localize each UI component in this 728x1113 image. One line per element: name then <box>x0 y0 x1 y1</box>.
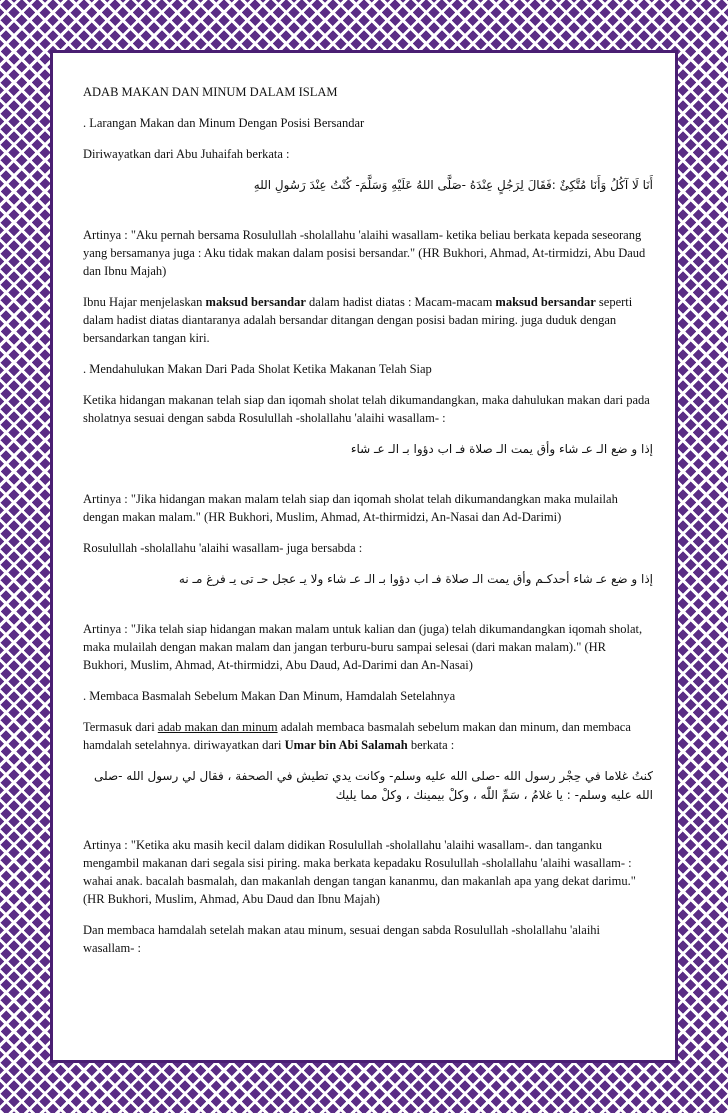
explain-text-c: dalam hadist diatas : Macam-macam <box>305 295 496 309</box>
section-2-intro-2: Rosulullah -sholallahu 'alaihi wasallam- juga bersabda : <box>83 541 363 555</box>
section-2-arabic-hadith-2: إذا و ضع عـ شاء أحدكـم وأق يمت الـ صلاة فـ اب دؤوا بـ الـ عـ شاء ولا يـ عجل حـ تى يـ فرغ مـ نه <box>178 572 653 586</box>
intro-text-c: berkata : <box>407 738 455 752</box>
section-2-translation: Artinya : "Jika hidangan makan malam telah siap dan iqomah sholat telah dikumandangkan maka mulailah dengan makan malam." (HR Bukhori, Muslim, Ahmad, At-thirmidzi, An-Nasai dan Ad-Darimi) <box>83 492 618 524</box>
intro-text-b: adalah membaca basmalah sebelum makan dan minum, dan membaca hamdalah setelahnya. diriwayatkan dari <box>83 720 631 752</box>
explain-text-e: seperti dalam hadist diatas diantaranya adalah bersandar ditangan dengan posisi badan miring. juga duduk dengan bersandarkan tangan kiri. <box>83 295 633 345</box>
section-1-heading: . Larangan Makan dan Minum Dengan Posisi Bersandar <box>83 116 365 130</box>
document-title: ADAB MAKAN DAN MINUM DALAM ISLAM <box>83 85 338 99</box>
document-body <box>83 83 653 1083</box>
section-2-arabic-hadith: إذا و ضع الـ عـ شاء وأق يمت الـ صلاة فـ اب دؤوا بـ الـ عـ شاء <box>350 442 653 456</box>
explain-bold-term-2: maksud bersandar <box>495 295 596 309</box>
section-2-intro: Ketika hidangan makanan telah siap dan iqomah sholat telah dikumandangkan, maka dahulukan makan dari pada sholatnya sesuai dengan sabda Rosulullah -sholallahu 'alaihi wasallam- : <box>83 393 650 425</box>
adab-makan-link[interactable]: adab makan dan minum <box>157 720 278 734</box>
section-3-arabic-hadith: كنتُ غلاما في حِجْر رسول الله -صلى الله عليه وسلم- وكانت يدي تطيش في الصحفة ، فقال لي رسول الله -صلى الله عليه وسلم- : يا غلامُ ، سَمِّ اللّٰه ، وكلْ بيمينك ، وكلْ مما يليك <box>93 769 653 802</box>
section-3-translation: Artinya : "Ketika aku masih kecil dalam didikan Rosulullah -sholallahu 'alaihi wasallam-. dan tanganku mengambil makanan dari segala sisi piring. maka berkata kepadaku Rosulullah -sholallahu 'alaihi wasallam- : wahai anak. bacalah basmalah, dan makanlah dengan tangan kananmu, dan makanlah apa yang dekat darimu." (HR Bukhori, Muslim, Ahmad, Abu Daud dan Ibnu Majah) <box>83 838 636 906</box>
section-2-heading: . Mendahulukan Makan Dari Pada Sholat Ketika Makanan Telah Siap <box>83 362 432 376</box>
narrator-name: Umar bin Abi Salamah <box>284 738 408 752</box>
section-1-translation: Artinya : "Aku pernah bersama Rosulullah -sholallahu 'alaihi wasallam- ketika beliau berkata kepada seseorang yang bersamanya juga : Aku tidak makan dalam posisi bersandar." (HR Bukhori, Ahmad, At-tirmidzi, Abu Daud dan Ibnu Majah) <box>83 228 646 278</box>
section-3-outro: Dan membaca hamdalah setelah makan atau minum, sesuai dengan sabda Rosulullah -sholallahu 'alaihi wasallam- : <box>83 923 601 955</box>
section-3-intro <box>83 718 653 754</box>
section-1-arabic-hadith: أَنَا لَا آكُلُ وَأَنَا مُتَّكِئٌ :فَقَالَ لِرَجُلٍ عِنْدَهُ -صَلَّى اللهُ عَلَيْهِ وَسَلَّمَ- كُنْتُ عِنْدَ رَسُولِ اللهِ <box>253 178 653 192</box>
section-1-intro: Diriwayatkan dari Abu Juhaifah berkata : <box>83 147 290 161</box>
section-2-translation-2: Artinya : "Jika telah siap hidangan makan malam untuk kalian dan (juga) telah dikumandangkan iqomah sholat, maka mulailah dengan makan malam dan jangan terburu-buru sampai selesai (dari makan malam)." (HR Bukhori, Muslim, Ahmad, At-thirmidzi, Abu Daud, Ad-Darimi dan An-Nasai) <box>83 622 643 672</box>
section-1-explanation <box>83 293 653 347</box>
explain-text-a: Ibnu Hajar menjelaskan <box>83 295 206 309</box>
explain-bold-term-1: maksud bersandar <box>205 295 306 309</box>
section-3-heading: . Membaca Basmalah Sebelum Makan Dan Minum, Hamdalah Setelahnya <box>83 689 456 703</box>
intro-text-a: Termasuk dari <box>83 720 158 734</box>
